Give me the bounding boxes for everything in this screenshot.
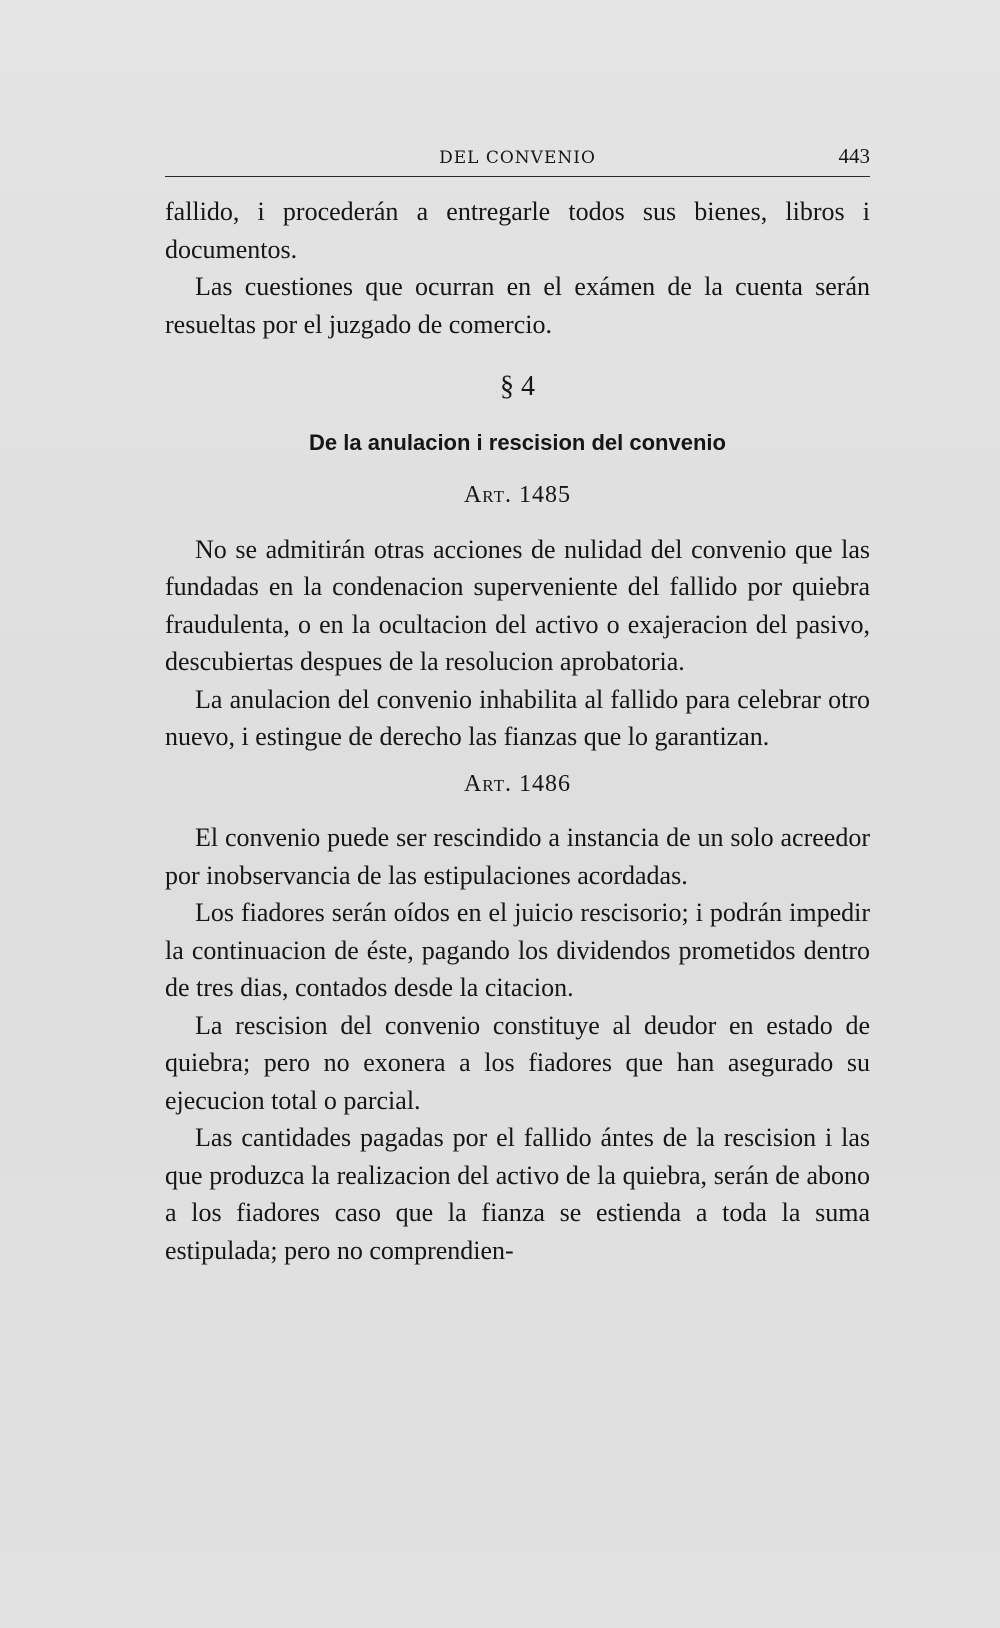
article-heading-1485 xyxy=(165,477,870,515)
article-1486-paragraph-2: Los fiadores serán oídos en el juicio rescisorio; i podrán impedir la continuacion de éste, pagando los dividendos prometidos dentro de tres dias, contados desde la citacion. xyxy=(165,898,870,1002)
article-heading-text: Art. 1486 xyxy=(463,770,572,797)
header-rule xyxy=(165,176,870,177)
article-1486-paragraph-1: El convenio puede ser rescindido a instancia de un solo acreedor por inobservancia de las estipulaciones acordadas. xyxy=(165,823,870,890)
page-number: 443 xyxy=(838,144,870,168)
section-title: De la anulacion i rescision del convenio xyxy=(309,429,726,455)
article-1486-paragraph-4: Las cantidades pagadas por el fallido ántes de la rescision i las que produzca la realizacion del activo de la quiebra, serán de abono a los fiadores caso que la fianza se estienda a toda la suma estipulada; pero no comprendien- xyxy=(165,1123,870,1265)
page-header xyxy=(165,140,870,180)
page-body xyxy=(165,193,870,1269)
paragraph: Las cuestiones que ocurran en el exámen de la cuenta serán resueltas por el juzgado de comercio. xyxy=(165,272,870,339)
paragraph-continued: fallido, i procederán a entregarle todos sus bienes, libros i documentos. xyxy=(165,197,870,264)
article-1485-paragraph-1: No se admitirán otras acciones de nulidad del convenio que las fundadas en la condenacion superveniente del fallido por quiebra fraudulenta, o en la ocultacion del activo o exajeracion del pasivo, descubiertas despues de la resolucion aprobatoria. xyxy=(165,534,870,676)
section-mark: § 4 xyxy=(500,371,535,402)
running-title: DEL CONVENIO xyxy=(439,148,596,168)
article-1485-paragraph-2: La anulacion del convenio inhabilita al fallido para celebrar otro nuevo, i estingue de derecho las fianzas que lo garantizan. xyxy=(165,684,870,751)
article-heading-1486 xyxy=(165,766,870,804)
article-heading-text: Art. 1485 xyxy=(463,482,572,508)
article-1486-paragraph-3: La rescision del convenio constituye al deudor en estado de quiebra; pero no exonera a los fiadores que han asegurado su ejecucion total o parcial. xyxy=(165,1010,870,1115)
